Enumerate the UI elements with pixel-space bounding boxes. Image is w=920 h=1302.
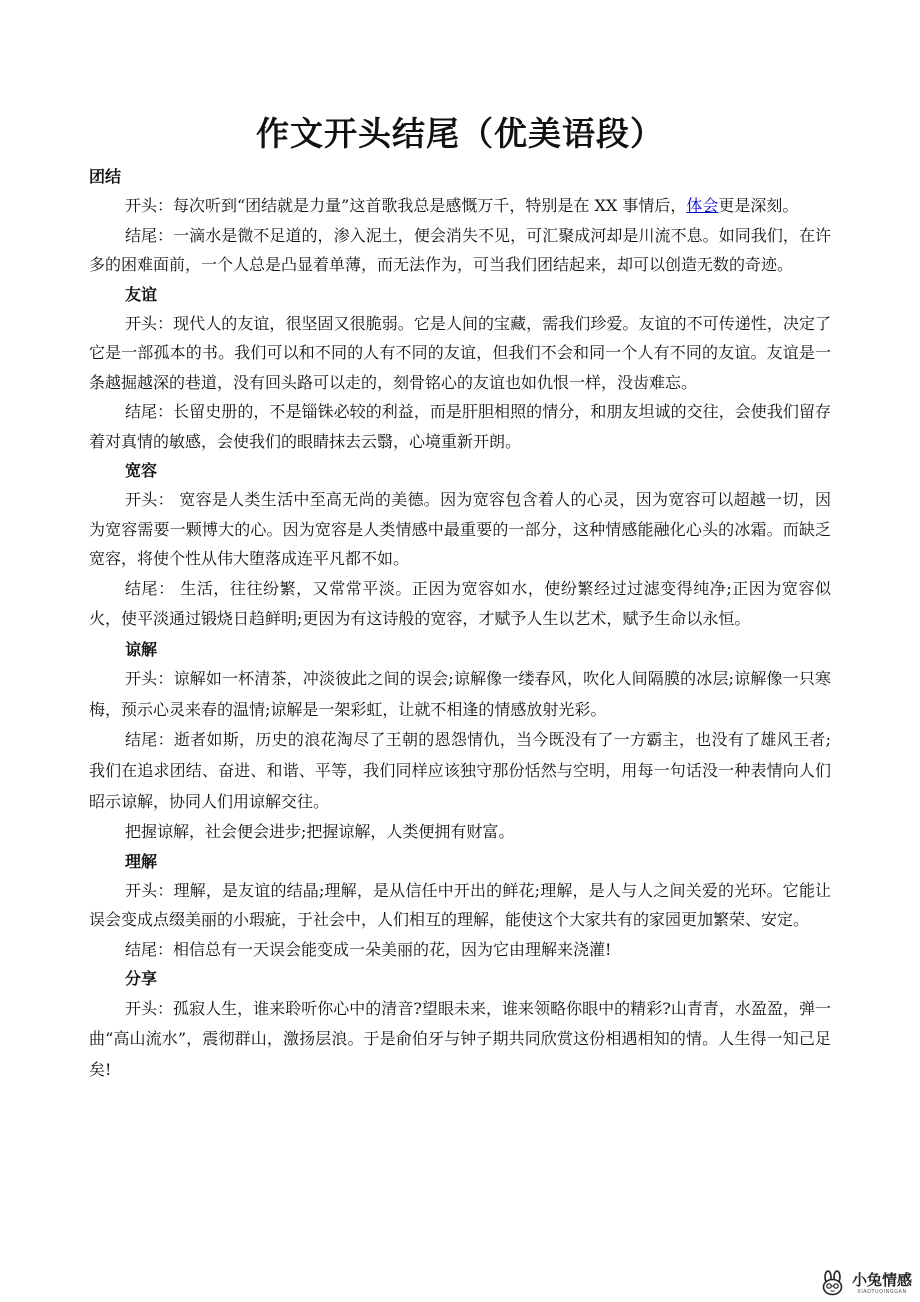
paragraph: 开头：现代人的友谊，很坚固又很脆弱。它是人间的宝藏，需我们珍爱。友谊的不可传递性，决定了它是一部孤本的书。我们可以和不同的人有不同的友谊，但我们不会和同一个人有不同的友谊。友谊是一条越掘越深的巷道，没有回头路可以走的，刻骨铭心的友谊也如仇恨一样，没齿难忘。 <box>89 314 831 392</box>
section-heading: 分享 <box>125 969 158 989</box>
page-title: 作文开头结尾（优美语段） <box>256 114 664 153</box>
paragraph: 结尾： 生活，往往纷繁，又常常平淡。正因为宽容如水，使纷繁经过过滤变得纯净;正因为宽容似火，使平淡通过锻烧日趋鲜明;更因为有这诗般的宽容，才赋予人生以艺术，赋予生命以永恒。 <box>89 578 831 629</box>
section-heading: 理解 <box>125 851 158 871</box>
paragraph: 把握谅解，社会便会进步;把握谅解，人类便拥有财富。 <box>125 822 515 842</box>
section-heading: 友谊 <box>125 284 158 304</box>
section-heading: 谅解 <box>125 639 158 659</box>
paragraph-text: 更是深刻。 <box>718 196 799 216</box>
section-heading: 团结 <box>89 167 122 186</box>
watermark-subtitle: XIAOTUQINGGAN <box>857 1288 907 1295</box>
paragraph: 结尾：长留史册的，不是锱铢必较的利益，而是肝胆相照的情分，和朋友坦诚的交往，会使我们留存着对真情的敏感，会使我们的眼睛抹去云翳，心境重新开朗。 <box>89 402 831 451</box>
paragraph: 结尾：逝者如斯，历史的浪花淘尽了王朝的恩怨情仇，当今既没有了一方霸主，也没有了雄风王者;我们在追求团结、奋进、和谐、平等，我们同样应该独守那份恬然与空明，用每一句话没一种表情向人们昭示谅解，协同人们用谅解交往。 <box>89 730 831 811</box>
paragraph: 开头：理解，是友谊的结晶;理解，是从信任中开出的鲜花;理解，是人与人之间关爱的光环。它能让误会变成点缀美丽的小瑕疵，于社会中，人们相互的理解，能使这个大家共有的家园更加繁荣、安定。 <box>89 880 831 930</box>
document-body <box>89 162 831 1085</box>
paragraph <box>89 191 831 220</box>
paragraph: 开头：孤寂人生，谁来聆听你心中的清音?望眼未来，谁来领略你眼中的精彩?山青青，水盈盈，弹一曲“高山流水”，震彻群山，激扬层浪。于是俞伯牙与钟子期共同欣赏这份相遇相知的情。人生得一知己足矣! <box>89 998 831 1079</box>
section-heading: 宽容 <box>125 461 158 481</box>
paragraph: 开头： 宽容是人类生活中至高无尚的美德。因为宽容包含着人的心灵，因为宽容可以超越一切，因为宽容需要一颗博大的心。因为宽容是人类情感中最重要的一部分，这种情感能融化心头的冰霜。而缺乏宽容，将使个性从伟大堕落成连平凡都不如。 <box>89 490 831 569</box>
paragraph: 结尾：一滴水是微不足道的，渗入泥土，便会消失不见，可汇聚成河却是川流不息。如同我们，在许多的困难面前，一个人总是凸显着单薄，而无法作为，可当我们团结起来，却可以创造无数的奇迹。 <box>89 225 831 275</box>
paragraph: 结尾：相信总有一天误会能变成一朵美丽的花，因为它由理解来浇灌! <box>125 939 612 959</box>
rabbit-logo-icon <box>818 1270 848 1296</box>
watermark-logo <box>818 1270 912 1296</box>
paragraph-text: 开头：每次听到“团结就是力量”这首歌我总是感慨万千，特别是在 XX 事情后， <box>125 196 687 216</box>
inline-link[interactable]: 体会 <box>686 196 719 216</box>
paragraph: 开头：谅解如一杯清茶，冲淡彼此之间的误会;谅解像一缕春风，吹化人间隔膜的冰层;谅解像一只寒梅，预示心灵来春的温情;谅解是一架彩虹，让就不相逢的情感放射光彩。 <box>89 669 831 719</box>
watermark-name: 小兔情感 <box>851 1270 912 1289</box>
